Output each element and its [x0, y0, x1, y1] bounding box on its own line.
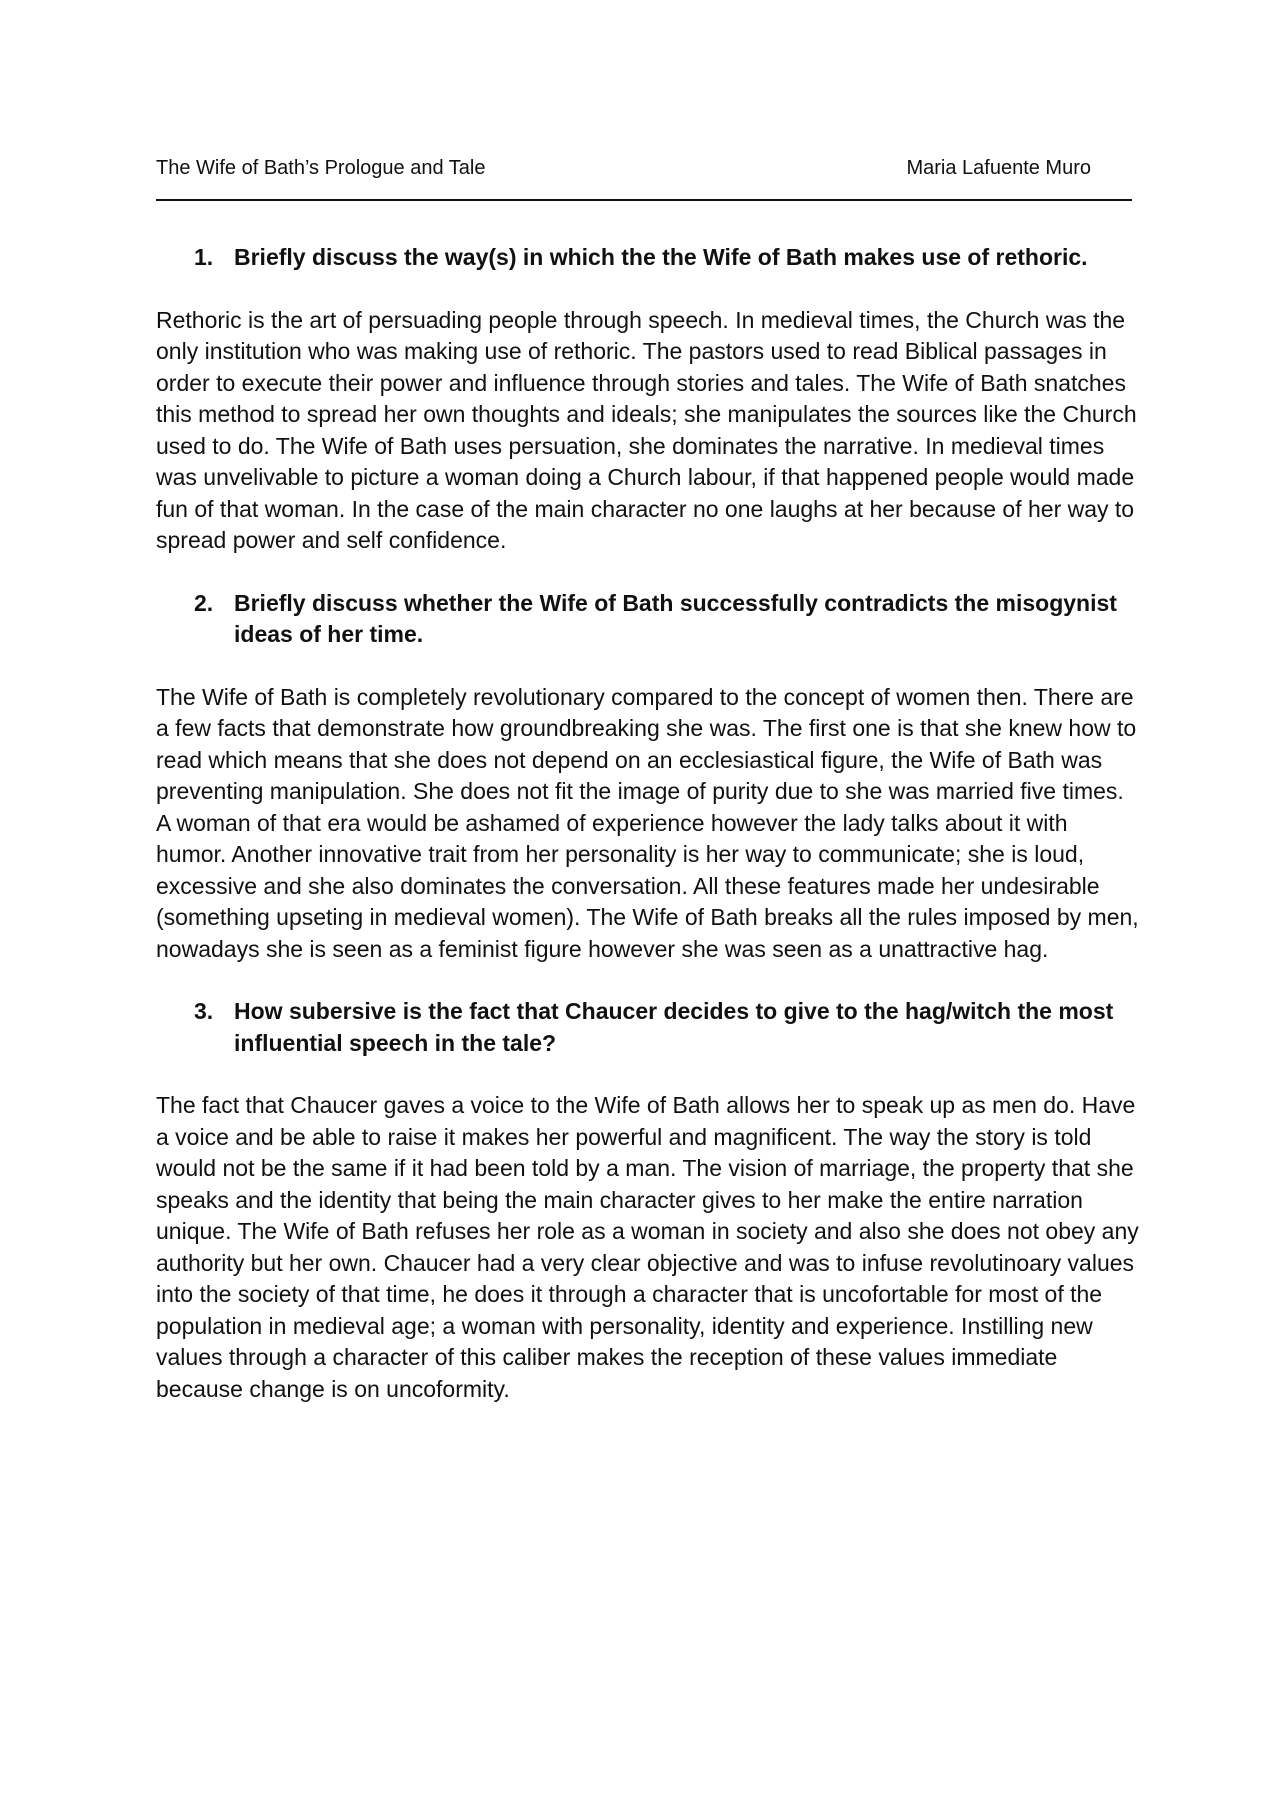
question-text: Briefly discuss the way(s) in which the the Wife of Bath makes use of rethoric. [234, 244, 1088, 270]
answer-2: The Wife of Bath is completely revolutionary compared to the concept of women then. There are a few facts that demonstrate how groundbreaking she was. The first one is that she knew how to read which means that she does not depend on an ecclesiastical figure, the Wife of Bath was preventing manipulation. She does not fit the image of purity due to she was married five times. A woman of that era would be ashamed of experience however the lady talks about it with humor. Another innovative trait from her personality is her way to communicate; she is loud, excessive and she also dominates the conversation. All these features made her undesirable (something upseting in medieval women). The Wife of Bath breaks all the rules imposed by men, nowadays she is seen as a feminist figure however she was seen as a unattractive hag. [156, 683, 1139, 962]
document-title: The Wife of Bath’s Prologue and Tale [156, 157, 486, 179]
question-1 [156, 242, 1141, 274]
answer-3: The fact that Chaucer gaves a voice to the Wife of Bath allows her to speak up as men do. Have a voice and be able to raise it makes her powerful and magnificent. The way the story is told would not be the same if it had been told by a man. The vision of marriage, the property that she speaks and the identity that being the main character gives to her make the entire narration unique. The Wife of Bath refuses her role as a woman in society and also she does not obey any authority but her own. Chaucer had a very clear objective and was to infuse revolutinoary values into the society of that time, he does it through a character that is uncofortable for most of the population in medieval age; a woman with personality, identity and experience. Instilling new values through a character of this caliber makes the reception of these values immediate because change is on uncoformity. [156, 1092, 1139, 1402]
author-name: Maria Lafuente Muro [906, 157, 1091, 179]
question-number: 2. [194, 589, 214, 616]
question-text: Briefly discuss whether the Wife of Bath successfully contradicts the misogynist ideas of her time. [234, 589, 1117, 647]
page-header [156, 154, 1111, 184]
question-text: How subersive is the fact that Chaucer decides to give to the hag/witch the most influential speech in the tale? [234, 998, 1114, 1056]
header-divider [156, 199, 1132, 201]
question-2 [156, 588, 1141, 651]
question-number: 3. [194, 998, 214, 1024]
question-number: 1. [194, 244, 214, 270]
document-body [156, 242, 1141, 1405]
question-3 [156, 996, 1141, 1059]
answer-1: Rethoric is the art of persuading people through speech. In medieval times, the Church was the only institution who was making use of rethoric. The pastors used to read Biblical passages in order to execute their power and influence through stories and tales. The Wife of Bath snatches this method to spread her own thoughts and ideals; she manipulates the sources like the Church used to do. The Wife of Bath uses persuation, she dominates the narrative. In medieval times was unvelivable to picture a woman doing a Church labour, if that happened people would made fun of that woman. In the case of the main character no one laughs at her because of her way to spread power and self confidence. [156, 306, 1137, 553]
